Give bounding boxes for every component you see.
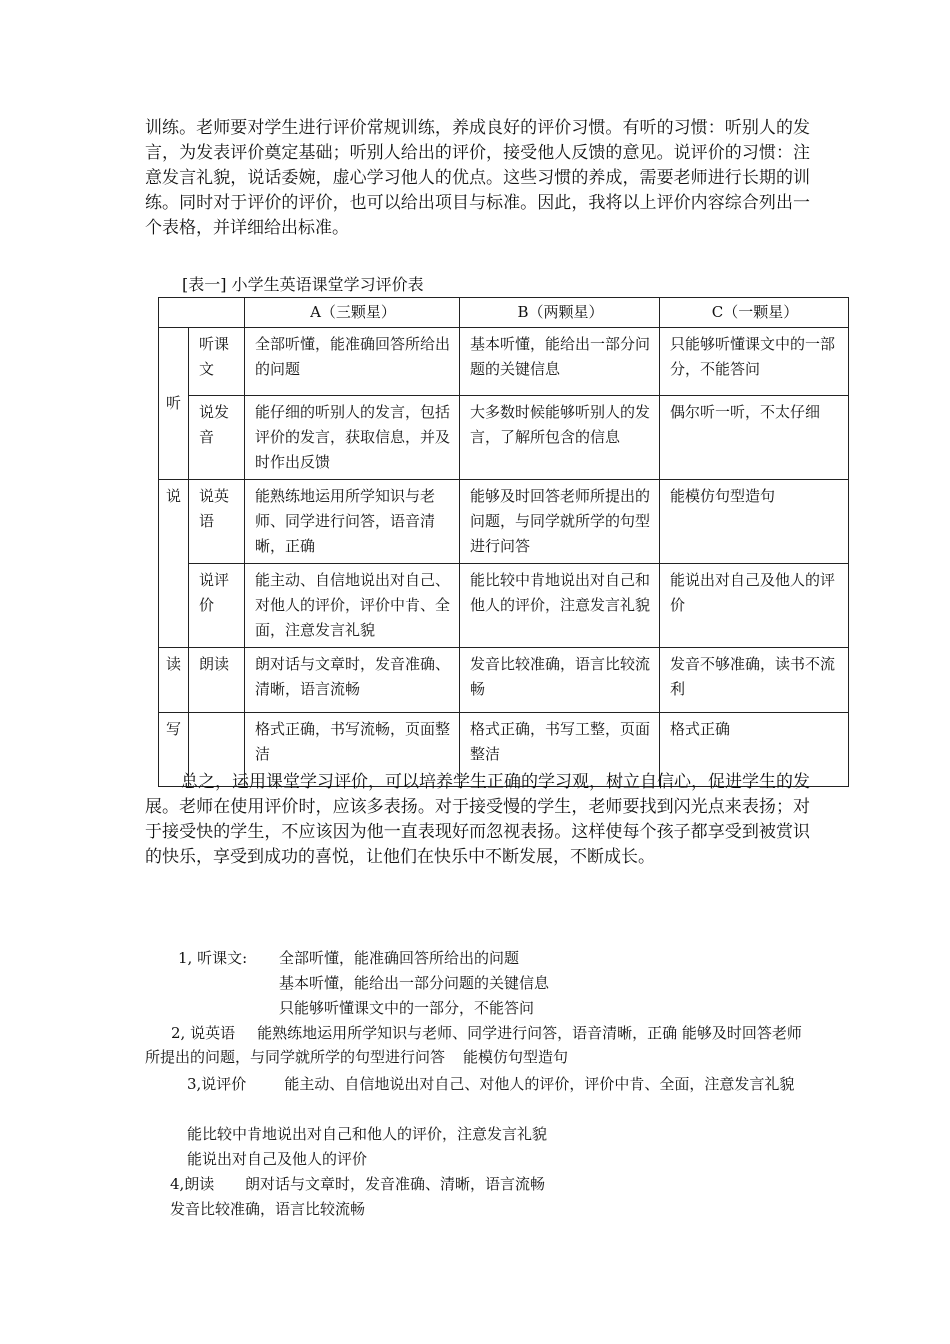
table-row — [159, 328, 849, 396]
list-item-2-text: 能熟练地运用所学知识与老师、同学进行问答，语音清晰，正确 能够及时回答老师所提出的问题，与同学就所学的句型进行问答 — [145, 1024, 802, 1066]
list-item-1-label: 1, 听课文: — [178, 949, 248, 967]
header-c: C（一颗星） — [660, 298, 849, 328]
cell-a: 能仔细的听别人的发言，包括评价的发言，获取信息，并及时作出反馈 — [245, 396, 460, 480]
list-item-1-line-1: 全部听懂，能准确回答所给出的问题 — [279, 949, 520, 967]
table-row — [159, 480, 849, 564]
table-header-row — [159, 298, 849, 328]
list-item-4-line-1: 发音比较准确，语言比较流畅 — [170, 1200, 366, 1218]
cell-b: 能比较中肯地说出对自己和他人的评价，注意发言礼貌 — [460, 564, 660, 648]
category-listen: 听 — [159, 328, 189, 480]
evaluation-table — [158, 297, 849, 787]
list-item-1-line-2: 基本听懂，能给出一部分问题的关键信息 — [279, 974, 550, 992]
category-speak: 说 — [159, 480, 189, 648]
list-item-4-label: 4,朗读 — [170, 1175, 215, 1193]
table-row — [159, 648, 849, 713]
list-item-2-tail: 能模仿句型造句 — [463, 1048, 569, 1066]
summary-paragraph — [145, 770, 810, 870]
cell-a: 能熟练地运用所学知识与老师、同学进行问答，语音清晰，正确 — [245, 480, 460, 564]
cell-c: 能模仿句型造句 — [660, 480, 849, 564]
list-item-2-label: 2, 说英语 — [171, 1024, 236, 1042]
category-write: 写 — [159, 713, 189, 787]
cell-b: 大多数时候能够听别人的发言，了解所包含的信息 — [460, 396, 660, 480]
list-item-3-label: 3,说评价 — [187, 1075, 247, 1093]
cell-a: 能主动、自信地说出对自己、对他人的评价，评价中肯、全面，注意发言礼貌 — [245, 564, 460, 648]
table-row — [159, 564, 849, 648]
cell-c: 发音不够准确，读书不流利 — [660, 648, 849, 713]
row-label: 说英语 — [189, 480, 245, 564]
list-item-2 — [145, 1021, 810, 1069]
header-b: B（两颗星） — [460, 298, 660, 328]
table-row — [159, 396, 849, 480]
summary-text: 总之，运用课堂学习评价，可以培养学生正确的学习观，树立自信心，促进学生的发展。老师在使用评价时，应该多表扬。对于接受慢的学生，老师要找到闪光点来表扬；对于接受快的学生，不应该因为他一直表现好而忽视表扬。这样使每个孩子都享受到被赏识的快乐，享受到成功的喜悦，让他们在快乐中不断发展，不断成长。 — [145, 772, 810, 867]
cell-c: 格式正确 — [660, 713, 849, 787]
row-label: 听课文 — [189, 328, 245, 396]
cell-c: 偶尔听一听，不太仔细 — [660, 396, 849, 480]
cell-a: 格式正确，书写流畅，页面整洁 — [245, 713, 460, 787]
cell-b: 基本听懂，能给出一部分问题的关键信息 — [460, 328, 660, 396]
list-item-3 — [145, 1072, 810, 1096]
cell-a: 朗对话与文章时，发音准确、清晰，语言流畅 — [245, 648, 460, 713]
cell-c: 能说出对自己及他人的评价 — [660, 564, 849, 648]
cell-c: 只能够听懂课文中的一部分，不能答问 — [660, 328, 849, 396]
cell-b: 能够及时回答老师所提出的问题，与同学就所学的句型进行问答 — [460, 480, 660, 564]
header-a: A（三颗星） — [245, 298, 460, 328]
cell-a: 全部听懂，能准确回答所给出的问题 — [245, 328, 460, 396]
category-read: 读 — [159, 648, 189, 713]
intro-paragraph: 训练。老师要对学生进行评价常规训练，养成良好的评价习惯。有听的习惯：听别人的发言，为发表评价奠定基础；听别人给出的评价，接受他人反馈的意见。说评价的习惯：注意发言礼貌，说话委婉，虚心学习他人的优点。这些习惯的养成，需要老师进行长期的训练。同时对于评价的评价，也可以给出项目与标准。因此，我将以上评价内容综合列出一个表格，并详细给出标准。 — [145, 118, 810, 238]
list-item-4-text: 朗对话与文章时，发音准确、清晰，语言流畅 — [245, 1175, 546, 1193]
row-label: 朗读 — [189, 648, 245, 713]
header-corner-cell — [159, 298, 245, 328]
table-caption: [表一] 小学生英语课堂学习评价表 — [182, 275, 424, 294]
cell-b: 发音比较准确，语言比较流畅 — [460, 648, 660, 713]
row-label: 说发音 — [189, 396, 245, 480]
list-item-3-line-2: 能说出对自己及他人的评价 — [187, 1150, 368, 1168]
list-item-3-line-1: 能比较中肯地说出对自己和他人的评价，注意发言礼貌 — [187, 1125, 548, 1143]
row-label: 说评价 — [189, 564, 245, 648]
cell-b: 格式正确，书写工整，页面整洁 — [460, 713, 660, 787]
list-item-1-line-3: 只能够听懂课文中的一部分，不能答问 — [279, 999, 535, 1017]
list-item-3-text: 能主动、自信地说出对自己、对他人的评价，评价中肯、全面，注意发言礼貌 — [284, 1075, 795, 1093]
